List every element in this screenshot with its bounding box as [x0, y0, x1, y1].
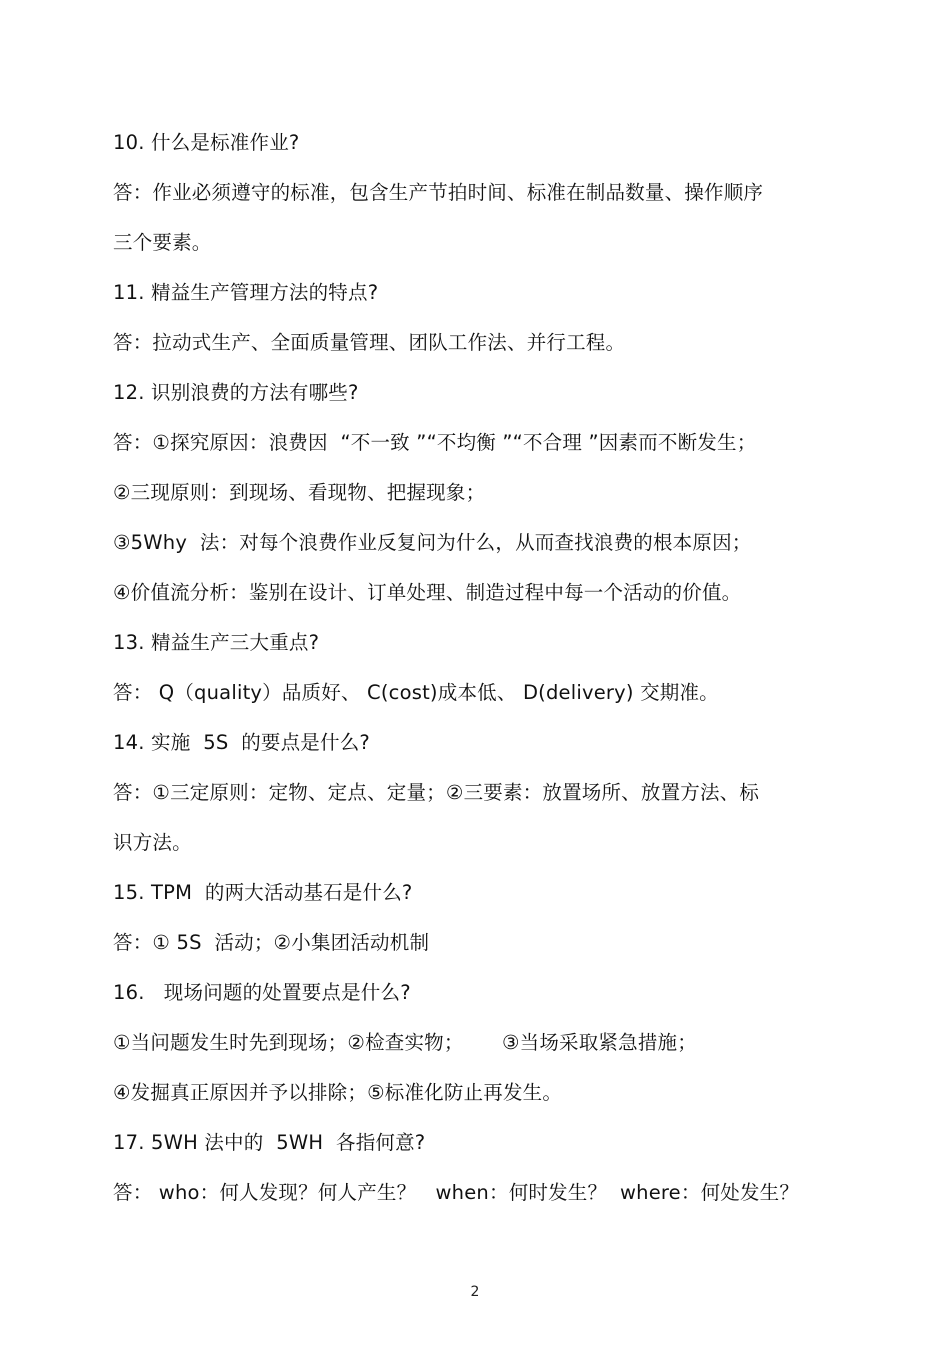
question-17: 17. 5WH 法中的 5WH 各指何意?: [113, 1131, 426, 1154]
answer-10-line-1: 答：作业必须遵守的标准，包含生产节拍时间、标准在制品数量、操作顺序: [113, 181, 764, 204]
answer-15: 答：① 5S 活动；②小集团活动机制: [113, 931, 430, 954]
question-14: 14. 实施 5S 的要点是什么?: [113, 731, 370, 754]
question-11: 11. 精益生产管理方法的特点?: [113, 281, 379, 304]
answer-11: 答：拉动式生产、全面质量管理、团队工作法、并行工程。: [113, 331, 626, 354]
page-number: 2: [470, 1284, 480, 1300]
answer-12-line-1: 答：①探究原因：浪费因 “不一致 ”“不均衡 ”“不合理 ”因素而不断发生；: [113, 431, 757, 454]
answer-10-line-2: 三个要素。: [113, 231, 212, 254]
question-16: 16. 现场问题的处置要点是什么?: [113, 981, 411, 1004]
question-13: 13. 精益生产三大重点?: [113, 631, 320, 654]
question-10: 10. 什么是标准作业?: [113, 131, 300, 154]
question-12: 12. 识别浪费的方法有哪些?: [113, 381, 359, 404]
answer-14-line-2: 识方法。: [113, 831, 192, 854]
answer-12-line-2: ②三现原则：到现场、看现物、把握现象；: [113, 481, 486, 504]
answer-13: 答： Q（quality）品质好、 C(cost)成本低、 D(delivery) 交期准。: [113, 681, 719, 704]
text-body: [113, 124, 833, 1224]
answer-12-line-4: ④价值流分析：鉴别在设计、订单处理、制造过程中每一个活动的价值。: [113, 581, 742, 604]
answer-12-line-3: ③5Why 法：对每个浪费作业反复问为什么，从而查找浪费的根本原因；: [113, 531, 752, 554]
answer-14-line-1: 答：①三定原则：定物、定点、定量；②三要素：放置场所、放置方法、标: [113, 781, 760, 804]
answer-16-line-2: ④发掘真正原因并予以排除；⑤标准化防止再发生。: [113, 1081, 563, 1104]
question-15: 15. TPM 的两大活动基石是什么?: [113, 881, 413, 904]
answer-17-line-1: 答： who：何人发现？何人产生？ when：何时发生？ where：何处发生？: [113, 1181, 800, 1204]
answer-16-line-1: ①当问题发生时先到现场；②检查实物； ③当场采取紧急措施；: [113, 1031, 697, 1054]
